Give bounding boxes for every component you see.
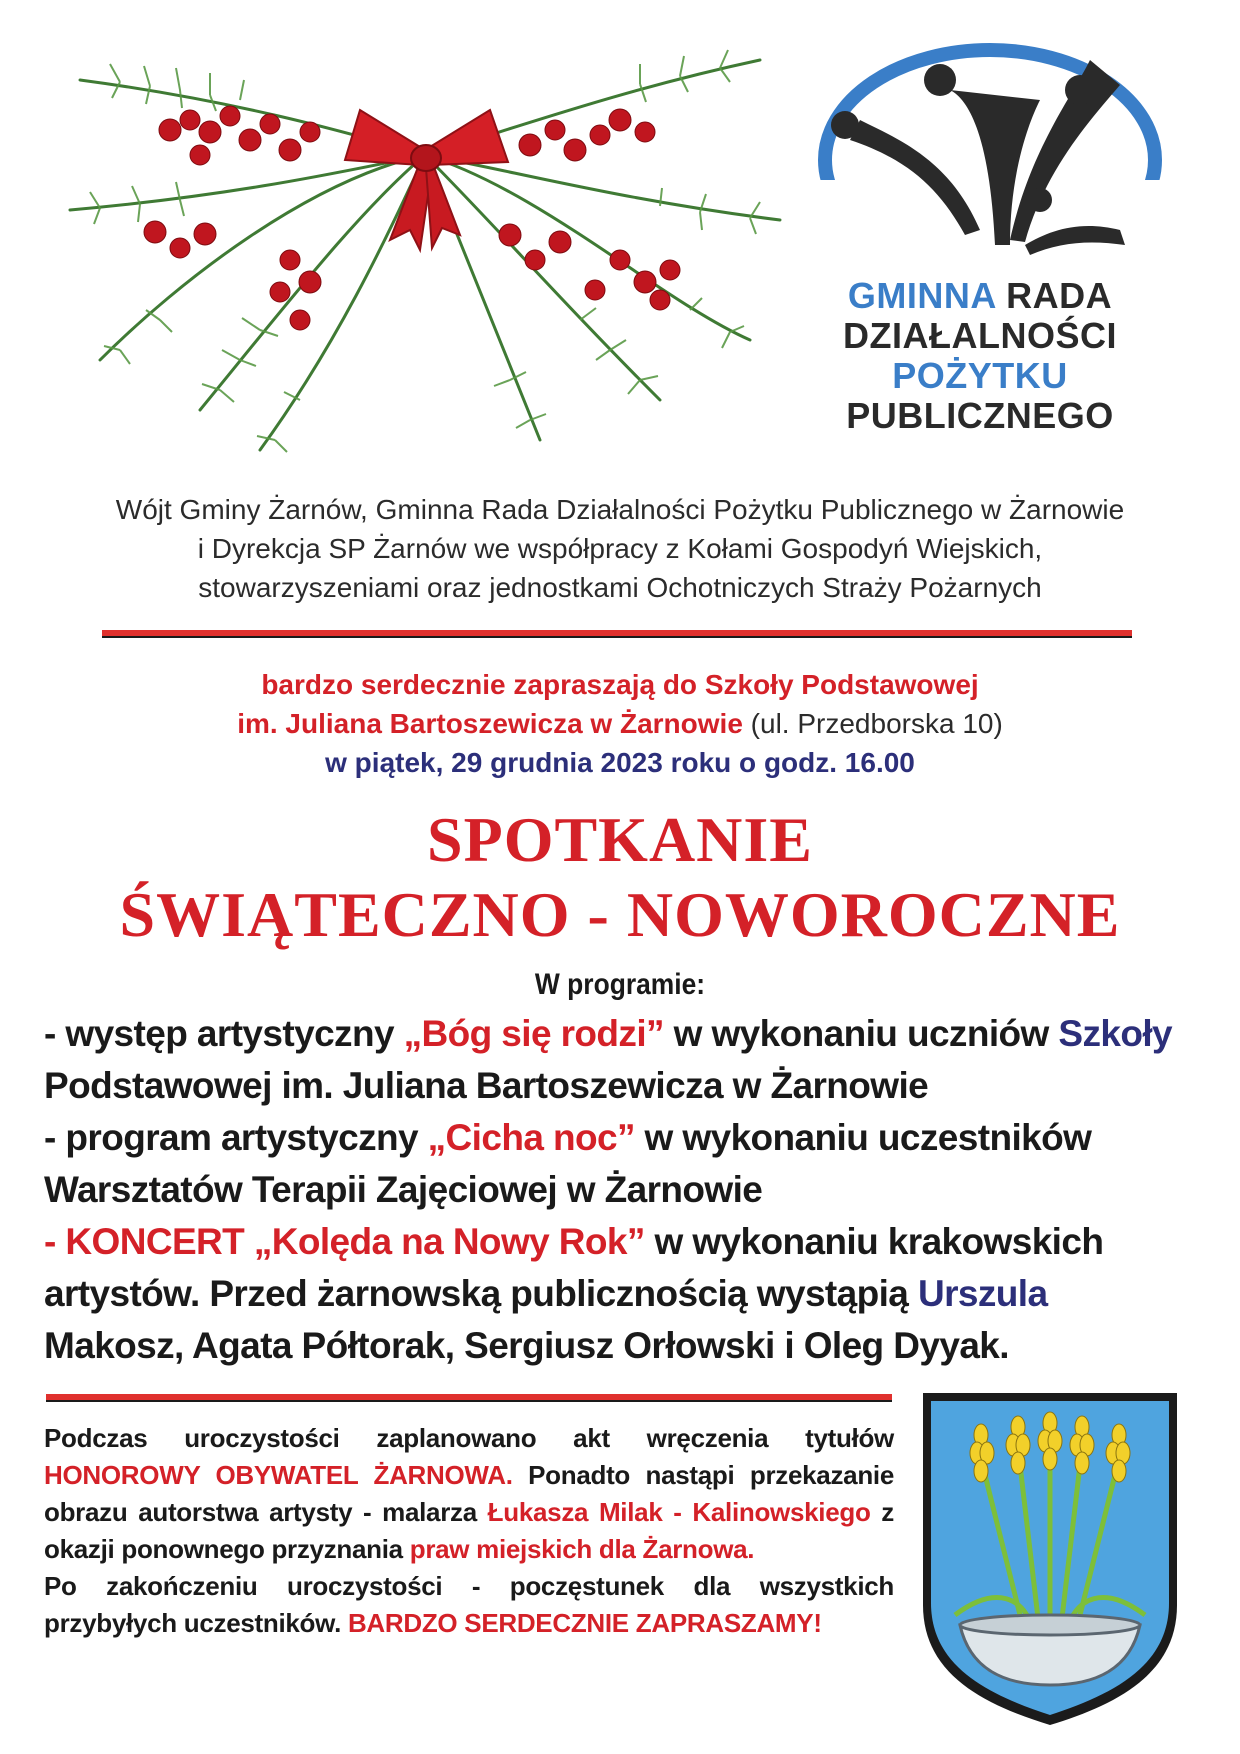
event-title-line-1: SPOTKANIE	[427, 804, 813, 875]
invite-address: (ul. Przedborska 10)	[742, 708, 1003, 739]
christmas-garland-image	[60, 20, 790, 470]
logo-rada: RADA	[1006, 275, 1113, 316]
ceremony-paragraph-2	[44, 1568, 894, 1642]
item1-text-a: - występ artystyczny	[44, 1013, 404, 1054]
ceremony-info	[44, 1420, 894, 1642]
p1-text-c: z okazji ponownego przyznania	[44, 1497, 895, 1564]
honorary-title: HONOROWY OBYWATEL ŻARNOWA.	[44, 1460, 513, 1490]
ceremony-paragraph-1	[44, 1420, 894, 1568]
item1-title: „Bóg się rodzi”	[403, 1013, 664, 1054]
logo-gminna: GMINNA	[847, 275, 996, 316]
city-rights: praw miejskich dla Żarnowa.	[409, 1534, 755, 1564]
invite-line-1: bardzo serdecznie zapraszają do Szkoły Podstawowej	[261, 669, 979, 700]
item2-org: Warsztatów Terapii Zajęciowej w Żarnowie	[44, 1169, 763, 1210]
zarnow-coat-of-arms	[915, 1385, 1185, 1730]
p2-text-a: Po zakończeniu uroczystości - poczęstunek dla wszystkich przybyłych uczestników.	[44, 1571, 894, 1638]
item1-text-b: w wykonaniu uczniów	[663, 1013, 1059, 1054]
item1-school-2: Podstawowej im. Juliana Bartoszewicza w Żarnowie	[44, 1065, 929, 1106]
invite-date: w piątek, 29 grudnia 2023 roku o godz. 16.00	[325, 747, 915, 778]
people-icon	[790, 30, 1170, 270]
item3-line-2	[44, 1268, 1199, 1320]
program-heading: W programie:	[534, 968, 706, 1001]
item2-text-a: - program artystyczny	[44, 1117, 428, 1158]
p1-text-b: Ponadto nastąpi przekazanie obrazu autorstwa artysty - malarza	[44, 1460, 894, 1527]
intro-text	[60, 490, 1180, 607]
item3-title: - KONCERT „Kolęda na Nowy Rok”	[44, 1221, 645, 1262]
artist-name: Łukasza Milak - Kalinowskiego	[487, 1497, 871, 1527]
intro-line-1: Wójt Gminy Żarnów, Gminna Rada Działalności Pożytku Publicznego w Żarnowie	[115, 494, 1125, 525]
item3-names-1: Urszula	[917, 1273, 1048, 1314]
item3-text-b: w wykonaniu krakowskich	[644, 1221, 1104, 1262]
divider-top	[102, 630, 1132, 638]
p1-text-a: Podczas uroczystości zaplanowano akt wręczenia tytułów	[44, 1423, 894, 1453]
intro-line-3: stowarzyszeniami oraz jednostkami Ochotniczych Straży Pożarnych	[198, 572, 1042, 603]
program-item-3	[44, 1216, 1199, 1268]
event-title-line-2: ŚWIĄTECZNO - NOWOROCZNE	[119, 879, 1121, 950]
item2-text-b: w wykonaniu uczestników	[634, 1117, 1092, 1158]
logo-line2: DZIAŁALNOŚCI	[843, 315, 1117, 356]
logo-line3: POŻYTKU	[892, 355, 1068, 396]
divider-bottom	[46, 1394, 892, 1402]
item3-names-2: Makosz, Agata Półtorak, Sergiusz Orłowski i Oleg Dyyak.	[44, 1325, 1009, 1366]
program-list	[44, 1008, 1199, 1372]
program-item-1	[44, 1008, 1199, 1060]
invitation-block	[40, 665, 1200, 782]
logo-line4: PUBLICZNEGO	[846, 395, 1114, 436]
item2-title: „Cicha noc”	[427, 1117, 635, 1158]
gminna-rada-logo	[790, 30, 1170, 480]
item1-school-1: Szkoły	[1058, 1013, 1172, 1054]
closing-invite: BARDZO SERDECZNIE ZAPRASZAMY!	[347, 1608, 822, 1638]
invite-school: im. Juliana Bartoszewicza w Żarnowie	[237, 708, 743, 739]
intro-line-2: i Dyrekcja SP Żarnów we współpracy z Kołami Gospodyń Wiejskich,	[197, 533, 1043, 564]
item3-text-c: artystów. Przed żarnowską publicznością wystąpią	[44, 1273, 918, 1314]
program-item-2	[44, 1112, 1199, 1164]
